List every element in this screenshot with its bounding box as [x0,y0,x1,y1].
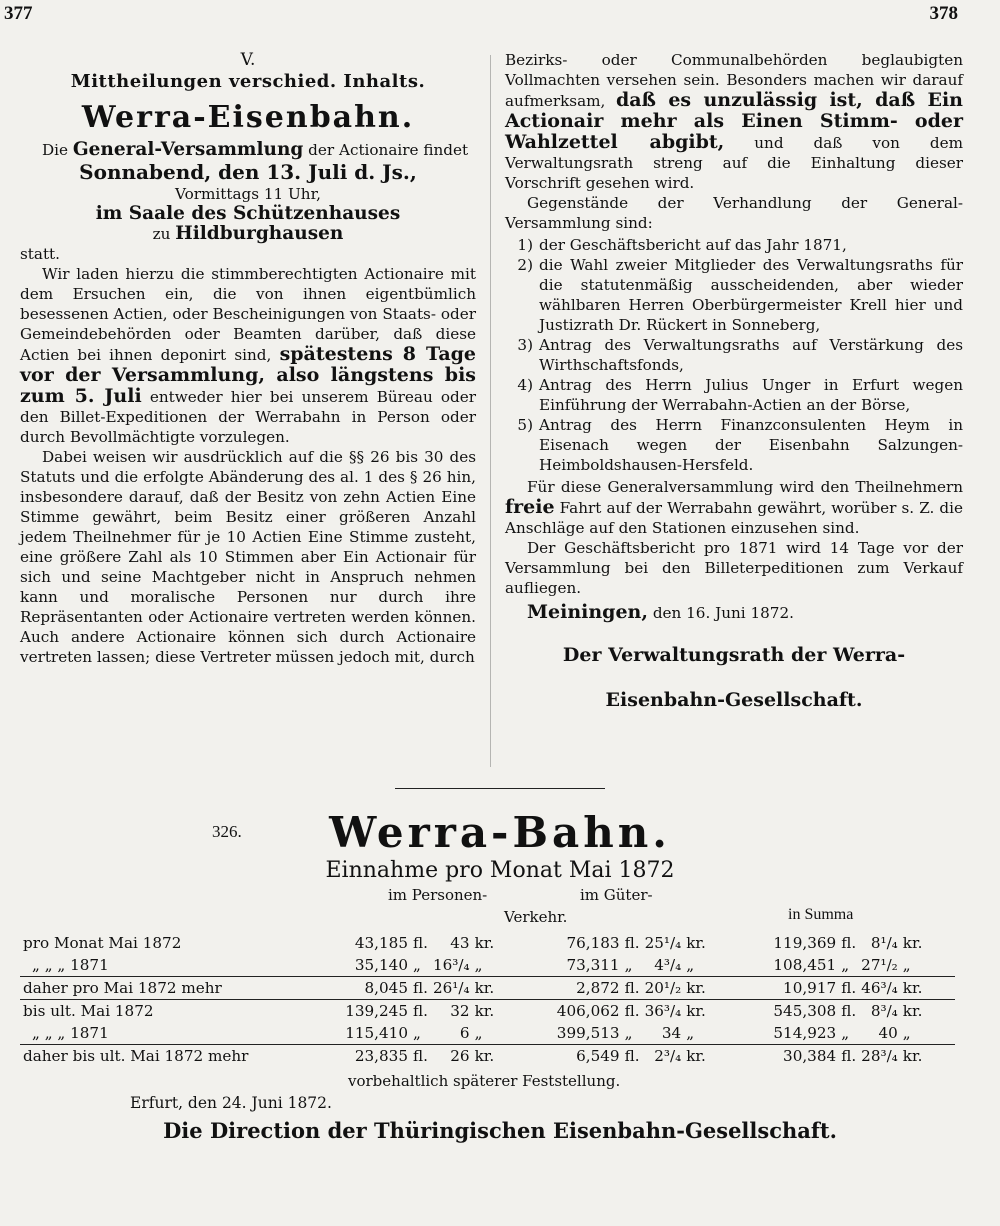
unit: „ [841,1024,850,1042]
unit: kr. [473,1045,522,1068]
place-date: den 16. Juni 1872. [652,604,794,622]
unit: „ [624,1024,633,1042]
unit: kr. [474,934,495,952]
unit: kr. [684,1000,733,1023]
town-name: Hildburghausen [175,223,344,244]
item-text: Antrag des Herrn Julius Unger in Erfurt wegen Einführung der Werrabahn-Actien an der Börse, [539,376,963,414]
proxies-text-c: und daß von dem Verwaltungsrath streng auf die Einhaltung dieser Vorschrift gesehen wird. [505,134,963,192]
summa-kr: 40 [878,1024,898,1042]
paragraph-proxies [505,50,963,193]
proxies-text-a: Bezirks- oder Communalbehörden beglaubigten Vollmachten versehen sein. Besonders machen wir darauf aufmerksam, [505,51,963,110]
invitation-text-a: Wir laden hierzu die stimmberechtigten Actionaire mit dem Ersuchen ein, die von ihnen eigentbümlich besessenen Actien, oder Bescheinigungen von Staats- oder Gemeindebehörden oder Beamten darüber, daß diese Actien bei ihnen deponirt sind, [20,265,476,364]
revenue-table [20,932,955,1067]
personen-kr: 16³/₄ [432,956,470,974]
provisional-note: vorbehaltlich späterer Feststellung. [348,1072,621,1090]
table-row [20,1000,955,1023]
item-number: 4) [517,376,533,394]
personen-fl: 8,045 [335,977,411,1000]
table-row [20,977,955,1000]
place-date-line [505,602,963,623]
erfurt-date: Erfurt, den 24. Juni 1872. [130,1094,332,1112]
unit: fl. [411,1000,430,1023]
table-row [20,1045,955,1068]
unit: „ [902,1024,911,1042]
unit: fl. [839,1000,858,1023]
unit: „ [413,956,421,974]
summa-kr: 8¹/₄ [870,934,898,952]
meeting-date: Sonnabend, den 13. Juli d. Js., [79,160,417,184]
gueter-fl: 73,311 [566,956,620,974]
revenue-subtitle: Einnahme pro Monat Mai 1872 [325,858,675,883]
personen-kr: 43 [450,934,470,952]
signature-line-2: Eisenbahn-Gesellschaft. [605,689,863,711]
unit: fl. [624,934,640,952]
unit: „ [686,1024,695,1042]
summa-fl: 119,369 [773,934,837,952]
meeting-place: im Saale des Schützenhauses [95,203,401,224]
paragraph-free-travel [505,477,963,538]
meeting-town [20,224,476,244]
page-number-left: 377 [4,3,33,24]
unit: fl. [623,1045,642,1068]
item-text: die Wahl zweier Mitglieder des Verwaltungsraths für die statutenmäßig ausscheidenden, aber wieder wählbaren Herren Oberbürgermeister Krell hier und Justizrath Dr. Rückert in Sonneberg, [539,256,963,334]
list-item [505,335,963,375]
gueter-fl: 406,062 [522,1000,623,1023]
summa-fl: 514,923 [773,1024,837,1042]
personen-kr: 32 [430,1000,473,1023]
free-travel-text-a: Für diese Generalversammlung wird den Theilnehmern [527,478,963,496]
unit: fl. [411,1045,430,1068]
personen-fl: 43,185 [354,934,408,952]
list-item [505,415,963,475]
personen-fl: 23,835 [335,1045,411,1068]
item-number: 3) [517,336,533,354]
header-summa: in Summa [788,906,854,923]
gueter-fl: 2,872 [522,977,623,1000]
unit: „ [686,956,695,974]
personen-kr: 26 [430,1045,473,1068]
section-divider [395,788,605,789]
unit: „ [624,956,633,974]
item-number: 1) [517,236,533,254]
unit: kr. [902,934,923,952]
notice-intro [20,140,476,160]
gueter-fl: 399,513 [556,1024,620,1042]
left-column [20,50,476,667]
unit: „ [474,956,483,974]
header-personen: im Personen- [388,886,488,904]
gueter-kr: 4³/₄ [654,956,682,974]
free-travel-text-c: Fahrt auf der Werrabahn gewährt, worüber s. Z. die Anschläge auf den Stationen einzusehen sind. [505,499,963,537]
paragraph-statutes: Dabei weisen wir ausdrücklich auf die §§ 26 bis 30 des Statuts und die erfolgte Abänderung des al. 1 des § 26 hin, insbesondere darauf, daß der Besitz von zehn Actien Eine Stimme gewährt, beim Besitz einer größeren Anzahl jedem Theilnehmer für je 10 Actien Eine Stimme zusteht, eine größere Zahl als 10 Stimmen aber Ein Actionair für sich und seine Machtgeber nicht in Anspruch nehmen kann und moralische Personen nur durch ihre Repräsentanten oder Actionaire vertreten werden können. Auch andere Actionaire können sich durch Actionaire vertreten lassen; diese Vertreter müssen jedoch mit, durch [20,448,476,666]
unit: fl. [413,934,428,952]
free-emphasis: freie [505,496,555,518]
gueter-fl: 76,183 [566,934,620,952]
item-text: Antrag des Herrn Finanzconsulenten Heym in Eisenach wegen der Eisenbahn Salzungen-Heimboldshausen-Hersfeld. [539,416,963,474]
table-row [20,954,955,977]
unit: kr. [684,1045,733,1068]
gueter-kr: 20¹/₂ [642,977,685,1000]
signature-line-1: Der Verwaltungsrath der Werra- [562,644,906,666]
unit: „ [474,1024,483,1042]
unit: kr. [684,977,733,1000]
summa-kr: 46³/₄ [858,977,901,1000]
personen-fl: 139,245 [335,1000,411,1023]
unit: fl. [841,934,857,952]
row-label: bis ult. Mai 1872 [20,1000,335,1023]
list-item [505,235,963,255]
list-item [505,255,963,335]
summa-kr: 8³/₄ [858,1000,901,1023]
personen-kr: 26¹/₄ [430,977,473,1000]
unit: fl. [839,977,858,1000]
unit: kr. [686,934,706,952]
item-text: der Geschäftsbericht auf das Jahr 1871, [539,236,847,254]
unit: kr. [473,1000,522,1023]
notice-title: Werra-Eisenbahn. [81,100,415,135]
item-number: 5) [517,416,533,434]
header-verkehr: Verkehr. [504,908,568,926]
paragraph-invitation [20,264,476,447]
page-number-right: 378 [929,3,958,24]
summa-kr: 27¹/₂ [861,956,898,974]
summa-fl: 108,451 [773,956,837,974]
unit: „ [413,1024,421,1042]
unit: kr. [901,1045,955,1068]
list-item [505,375,963,415]
gueter-kr: 25¹/₄ [644,934,682,952]
gueter-kr: 34 [661,1024,682,1042]
item-text: Antrag des Verwaltungsraths auf Verstärkung des Wirthschaftsfonds, [539,336,963,374]
item-number: 2) [517,256,533,274]
agenda-intro: Gegenstände der Verhandlung der General-Versammlung sind: [505,194,963,232]
statt-text: statt. [20,245,60,263]
unit: kr. [473,977,522,1000]
unit: „ [902,956,911,974]
meeting-time: Vormittags 11 Uhr, [175,185,321,203]
section-number: V. [240,50,256,70]
unit: fl. [623,977,642,1000]
row-label: daher bis ult. Mai 1872 mehr [20,1045,335,1068]
gueter-kr: 36³/₄ [642,1000,685,1023]
personen-kr: 6 [459,1024,470,1042]
town-prefix: zu [152,225,171,243]
general-assembly-label: General-Versammlung [72,139,304,160]
intro-text-c: der Actionaire findet [308,141,469,159]
right-column [505,50,963,732]
direction-signature: Die Direction der Thüringischen Eisenbahn-Gesellschaft. [163,1118,837,1143]
unit: „ [841,956,850,974]
unit: fl. [623,1000,642,1023]
deadline-emphasis: spätestens 8 Tage vor der Versammlung, also längstens bis zum 5. Juli [20,343,477,407]
gueter-fl: 6,549 [522,1045,623,1068]
invitation-text-c: entweder hier bei unserem Büreau oder den Billet-Expeditionen der Werrabahn in Person oder durch Bevollmächtigte vorzulegen. [20,388,477,446]
section-title: Mittheilungen verschied. Inhalts. [70,71,426,92]
agenda-list [505,235,963,475]
personen-fl: 35,140 [354,956,408,974]
row-label: „ „ „ 1871 [32,956,109,974]
warning-emphasis: daß es unzulässig ist, daß Ein Actionair mehr als Einen Stimm- oder Wahlzettel abgibt, [505,89,963,153]
row-label: „ „ „ 1871 [32,1024,109,1042]
paragraph-report: Der Geschäftsbericht pro 1871 wird 14 Tage vor der Versammlung bei den Billeterpeditionen zum Verkauf aufliegen. [505,539,963,597]
row-label: pro Monat Mai 1872 [23,934,182,952]
personen-fl: 115,410 [345,1024,408,1042]
unit: kr. [901,977,955,1000]
place-name: Meiningen, [527,601,648,623]
table-row [20,1022,955,1045]
gueter-kr: 2³/₄ [642,1045,685,1068]
summa-fl: 10,917 [733,977,839,1000]
column-divider [490,55,491,767]
unit: fl. [411,977,430,1000]
table-row [20,932,955,954]
summa-fl: 545,308 [733,1000,839,1023]
header-gueter: im Güter- [580,886,653,904]
row-label: daher pro Mai 1872 mehr [20,977,335,1000]
revenue-title: Werra-Bahn. [329,808,671,857]
unit: kr. [901,1000,955,1023]
summa-fl: 30,384 [733,1045,839,1068]
summa-kr: 28³/₄ [858,1045,901,1068]
intro-text-a: Die [42,141,69,159]
unit: fl. [839,1045,858,1068]
notice-number: 326. [212,822,242,841]
